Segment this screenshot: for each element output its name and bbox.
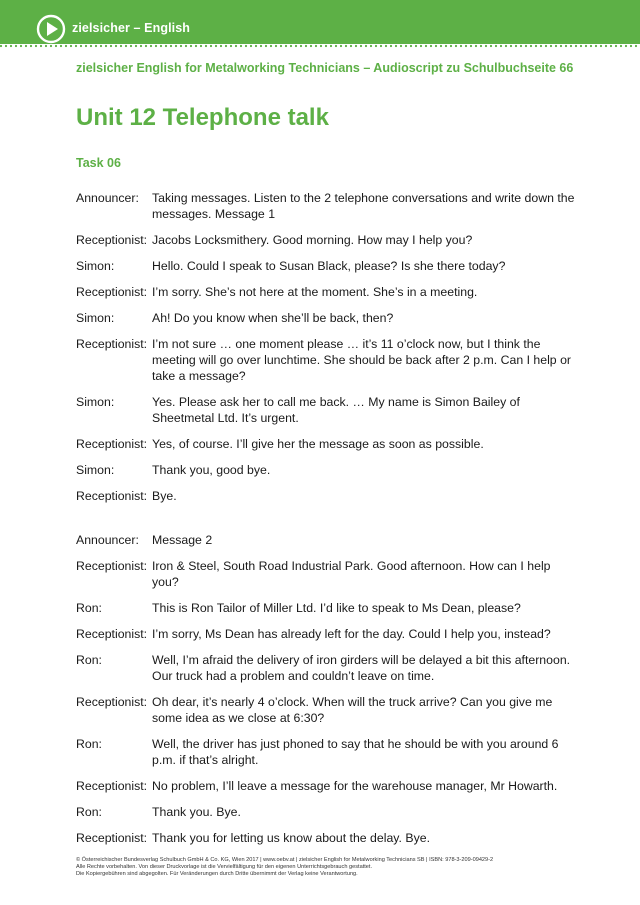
line-text: I’m not sure … one moment please … it’s 11 o’clock now, but I think the meeting will go over lunchtime. She should be back after 2 p.m. Can I help or take a message? bbox=[152, 337, 572, 383]
script-line bbox=[76, 190, 576, 222]
speaker-label: Receptionist: bbox=[76, 831, 148, 845]
script-line bbox=[76, 736, 576, 768]
script-line bbox=[76, 232, 576, 248]
line-text: Jacobs Locksmithery. Good morning. How may I help you? bbox=[152, 233, 473, 247]
script-line bbox=[76, 804, 576, 820]
script-line bbox=[76, 558, 576, 590]
speaker-label: Receptionist: bbox=[76, 437, 148, 451]
script-line bbox=[76, 394, 576, 426]
script-line bbox=[76, 626, 576, 642]
brand-name: zielsicher – English bbox=[72, 21, 191, 35]
speaker-label: Receptionist: bbox=[76, 489, 148, 503]
line-text: Yes, of course. I’ll give her the message as soon as possible. bbox=[152, 437, 484, 451]
speaker-label: Ron: bbox=[76, 805, 102, 819]
line-text: Thank you for letting us know about the delay. Bye. bbox=[152, 831, 430, 845]
line-text: Yes. Please ask her to call me back. … My name is Simon Bailey of Sheetmetal Ltd. It’s urgent. bbox=[152, 395, 520, 425]
script-line bbox=[76, 694, 576, 726]
line-text: Well, the driver has just phoned to say that he should be with you around 6 p.m. if that’s alright. bbox=[152, 737, 559, 767]
footer-line: © Österreichischer Bundesverlag Schulbuch GmbH & Co. KG, Wien 2017 | www.oebv.at | zielsicher English for Metalworking Technicians SB | ISBN: 978-3-209-09429-2 bbox=[76, 857, 494, 863]
speaker-label: Ron: bbox=[76, 601, 102, 615]
line-text: Thank you. Bye. bbox=[152, 805, 241, 819]
speaker-label: Receptionist: bbox=[76, 779, 148, 793]
line-text: Oh dear, it’s nearly 4 o’clock. When will the truck arrive? Can you give me some idea as we close at 6:30? bbox=[152, 695, 553, 725]
line-text: This is Ron Tailor of Miller Ltd. I’d like to speak to Ms Dean, please? bbox=[152, 601, 521, 615]
line-text: Message 2 bbox=[152, 533, 213, 547]
script-line bbox=[76, 532, 576, 548]
speaker-label: Announcer: bbox=[76, 191, 139, 205]
speaker-label: Simon: bbox=[76, 259, 115, 273]
script-line bbox=[76, 336, 576, 384]
script-line bbox=[76, 488, 576, 504]
script-line bbox=[76, 830, 576, 846]
script-line bbox=[76, 310, 576, 326]
speaker-label: Receptionist: bbox=[76, 559, 148, 573]
footer-line: Alle Rechte vorbehalten. Von dieser Druckvorlage ist die Vervielfältigung für den eigenen Unterrichtsgebrauch gestattet. bbox=[76, 864, 373, 870]
script-line bbox=[76, 258, 576, 274]
line-text: Well, I’m afraid the delivery of iron girders will be delayed a bit this afternoon. Our truck had a problem and couldn’t leave on time. bbox=[152, 653, 571, 683]
script-line bbox=[76, 284, 576, 300]
document-subtitle: zielsicher English for Metalworking Technicians – Audioscript zu Schulbuchseite 66 bbox=[76, 61, 574, 75]
line-text: Taking messages. Listen to the 2 telephone conversations and write down the messages. Message 1 bbox=[152, 191, 575, 221]
line-text: Hello. Could I speak to Susan Black, please? Is she there today? bbox=[152, 259, 506, 273]
header-dotted-edge bbox=[0, 40, 640, 48]
line-text: Thank you, good bye. bbox=[152, 463, 271, 477]
speaker-label: Receptionist: bbox=[76, 233, 148, 247]
script-line bbox=[76, 652, 576, 684]
speaker-label: Receptionist: bbox=[76, 285, 148, 299]
line-text: Ah! Do you know when she’ll be back, then? bbox=[152, 311, 394, 325]
line-text: Iron & Steel, South Road Industrial Park. Good afternoon. How can I help you? bbox=[152, 559, 551, 589]
script-line bbox=[76, 436, 576, 452]
speaker-label: Receptionist: bbox=[76, 695, 148, 709]
footer-line: Die Kopiergebühren sind abgegolten. Für Veränderungen durch Dritte übernimmt der Verlag keine Verantwortung. bbox=[76, 871, 358, 877]
speaker-label: Simon: bbox=[76, 395, 115, 409]
page-title: Unit 12 Telephone talk bbox=[76, 104, 329, 131]
audioscript bbox=[76, 190, 576, 856]
speaker-label: Ron: bbox=[76, 737, 102, 751]
task-heading: Task 06 bbox=[76, 156, 121, 170]
speaker-label: Receptionist: bbox=[76, 337, 148, 351]
speaker-label: Simon: bbox=[76, 311, 115, 325]
line-text: Bye. bbox=[152, 489, 177, 503]
line-text: I’m sorry. She’s not here at the moment. She’s in a meeting. bbox=[152, 285, 478, 299]
script-line bbox=[76, 462, 576, 478]
speaker-label: Announcer: bbox=[76, 533, 139, 547]
script-line bbox=[76, 600, 576, 616]
speaker-label: Receptionist: bbox=[76, 627, 148, 641]
copyright-footer bbox=[76, 857, 576, 878]
script-line bbox=[76, 778, 576, 794]
play-circle-icon bbox=[36, 14, 66, 44]
speaker-label: Simon: bbox=[76, 463, 115, 477]
speaker-label: Ron: bbox=[76, 653, 102, 667]
line-text: No problem, I’ll leave a message for the warehouse manager, Mr Howarth. bbox=[152, 779, 558, 793]
line-text: I’m sorry, Ms Dean has already left for the day. Could I help you, instead? bbox=[152, 627, 551, 641]
